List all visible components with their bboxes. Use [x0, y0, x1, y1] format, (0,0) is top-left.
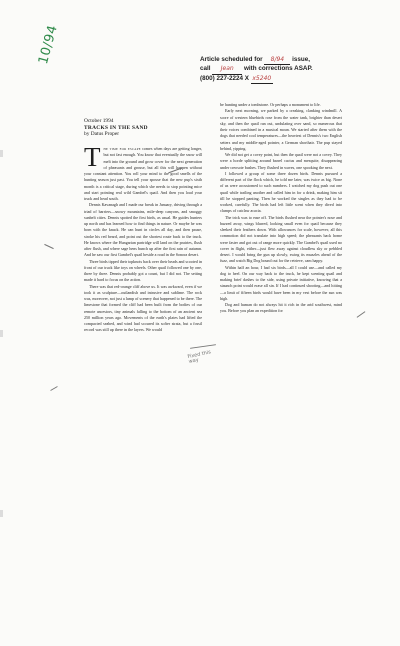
stamp-ext-handwritten: x5240 — [252, 74, 272, 82]
margin-arrow — [190, 344, 216, 349]
margin-note: Fixed this way — [187, 349, 212, 366]
paragraph: be hunting under a tombstone. Or perhaps a monument to life. — [220, 102, 321, 107]
binder-hole — [0, 150, 3, 157]
paragraph: I followed a group of some three dozen birds. Dennis pursued a different part of the flock which, he told me later, was twice as big. None of us were accustomed to such numbers. I watched my dog push out one quail while trailing another and called him in for a drink, making him sit till he stopped panting. Then he worked the singles as they had to be worked, carefully. The birds had left little scent when they dived into clumps of catclaw acacia. — [220, 170, 342, 214]
margin-scribble — [50, 386, 57, 391]
byline: by Datus Proper — [84, 131, 120, 138]
issue-date: October 1994 — [84, 118, 114, 124]
paragraph: Within half an hour, I had six birds—all I could use—and called my dog to heel. On our way back to the truck, he kept scenting quail and making brief dashes to the side, using private initiative, knowing that a staunch point would erase all sin. If I had continued shooting—and hitting—a limit of fifteen birds would have been in my vest before the sun was high. — [220, 264, 342, 301]
margin-scribble — [357, 311, 366, 318]
article-title: TRACKS IN THE SAND — [84, 124, 148, 131]
article-header — [84, 118, 148, 138]
paragraph: Dog and human do not always hit it rich in the arid southwest, mind you. Before you plan an expedition for — [220, 302, 342, 314]
paragraph: We did not get a covey point, but then the quail were not a covey. They were a horde splitting around barrel cactus and mesquite, disappearing under creosote bushes. They flushed in waves, one spooking the next. — [220, 152, 342, 170]
text-column-right — [220, 102, 342, 315]
lead-paragraph — [84, 142, 202, 202]
paragraph: The trick was to ease off. The birds flushed near the pointer's nose and buzzed away, wings blurred, looking small even for quail because they sleeked their feathers down. With allowances for scale, however, all this commotion did not translate into high speed; the pheasants back home were faster and got out of range more quickly. The Gambel's quail used no cover in flight, either—just flew away against cloudless sky or pebbled desert. I would bring the gun up slowly, swing its muzzles ahead of the fuzz, and watch Big Dog bound out for the retrieve, cam happy. — [220, 214, 342, 264]
stamp-phone-label: (800) 227-2224 X — [200, 74, 250, 82]
stamp-scheduled-label: Article scheduled for — [200, 56, 263, 63]
drop-cap: T — [84, 142, 101, 172]
binder-hole — [0, 510, 3, 517]
handwritten-date: 10/94 — [36, 23, 61, 66]
paragraph: Dennis Kavanagh and I made our break in January, driving through a triad of barriers—snowy mountains, mile-deep canyons, and smoggy sunbelt cities. Dennis spotted the first birds, as usual. He guides hunters up north and has learned how to find things in nature. Or maybe he was born with the knack. He can hunt in circles all day, and then pause, stroke his red beard, and point out the shortest route back to the truck. He knows where the Hungarian partridge will land on the prairies, flush after flush, and where sage hens bunch up after the first rain of autumn. And he saw our first Gambel's quail beside a road in the Sonora desert. — [84, 202, 202, 258]
stamp-name-handwritten: Jean — [220, 65, 234, 73]
paragraph: Early next morning, we parked by a creaking, clanking windmill. A score of western bluebirds rose from the water tank, brighter than desert sky, and then the quail ran out, undulating over sand, so numerous that their voices combined in a musical moan. We started after them with the dogs that needed cool temperatures—the heaviest of Dennis's two English setters and my middle-aged pointer, a German shorthair. The pup stayed behind, yipping. — [220, 108, 342, 151]
lead-smallcaps: he time for escape — [103, 146, 141, 151]
binder-hole — [0, 330, 3, 337]
stamp-corrections-label: with corrections ASAP. — [244, 65, 313, 73]
paragraph: Three birds tipped their topknots back over their heads and scooted in front of our truck like toys on wheels. Other quail followed one by one, three by three. Dennis probably got a count, but I did not. The setting made it hard to focus on the action. — [84, 258, 202, 283]
stamp-ext-blank — [251, 75, 273, 84]
stamp-call-label: call — [200, 65, 211, 73]
stamp-issue-label: issue, — [292, 56, 310, 63]
paragraph: There was that red-orange cliff above us. It was awkward, even if we took it as sculpture—outlandish and intrusive and sublime. The rock was, moreover, not just a lump of scenery that happened to be there. The limestone that formed the cliff had been built from the bodies of our remote ancestors, tiny animals falling to the bottom of an ancient sea 250 million years ago. Movements of the earth's plates had lifted the compacted seabed, and wind had scoured its softer strata, but a fossil record was still up there in the layers. We would — [84, 283, 202, 333]
stamp-date-handwritten: 8/94 — [270, 56, 285, 63]
margin-scribble — [44, 244, 53, 249]
stamp-date-blank — [264, 56, 290, 65]
stamp-name-blank — [212, 65, 242, 74]
text-column-left — [84, 142, 202, 334]
paragraph-text: comes when days are getting longer, but not fast enough. You know that eventually the snow will melt into the ground and grow cover for the next generation of pheasants and grouse, but all this will happen without your constant attention. You roll your mind to the good smells of the hunting season just past. You tell your spouse that the new pup's sixth month is a critical stage, during which she needs to stop pointing mice and start pointing real wild Gambel's quail. And then you load your truck and head south. — [84, 146, 202, 201]
schedule-stamp — [200, 56, 313, 84]
